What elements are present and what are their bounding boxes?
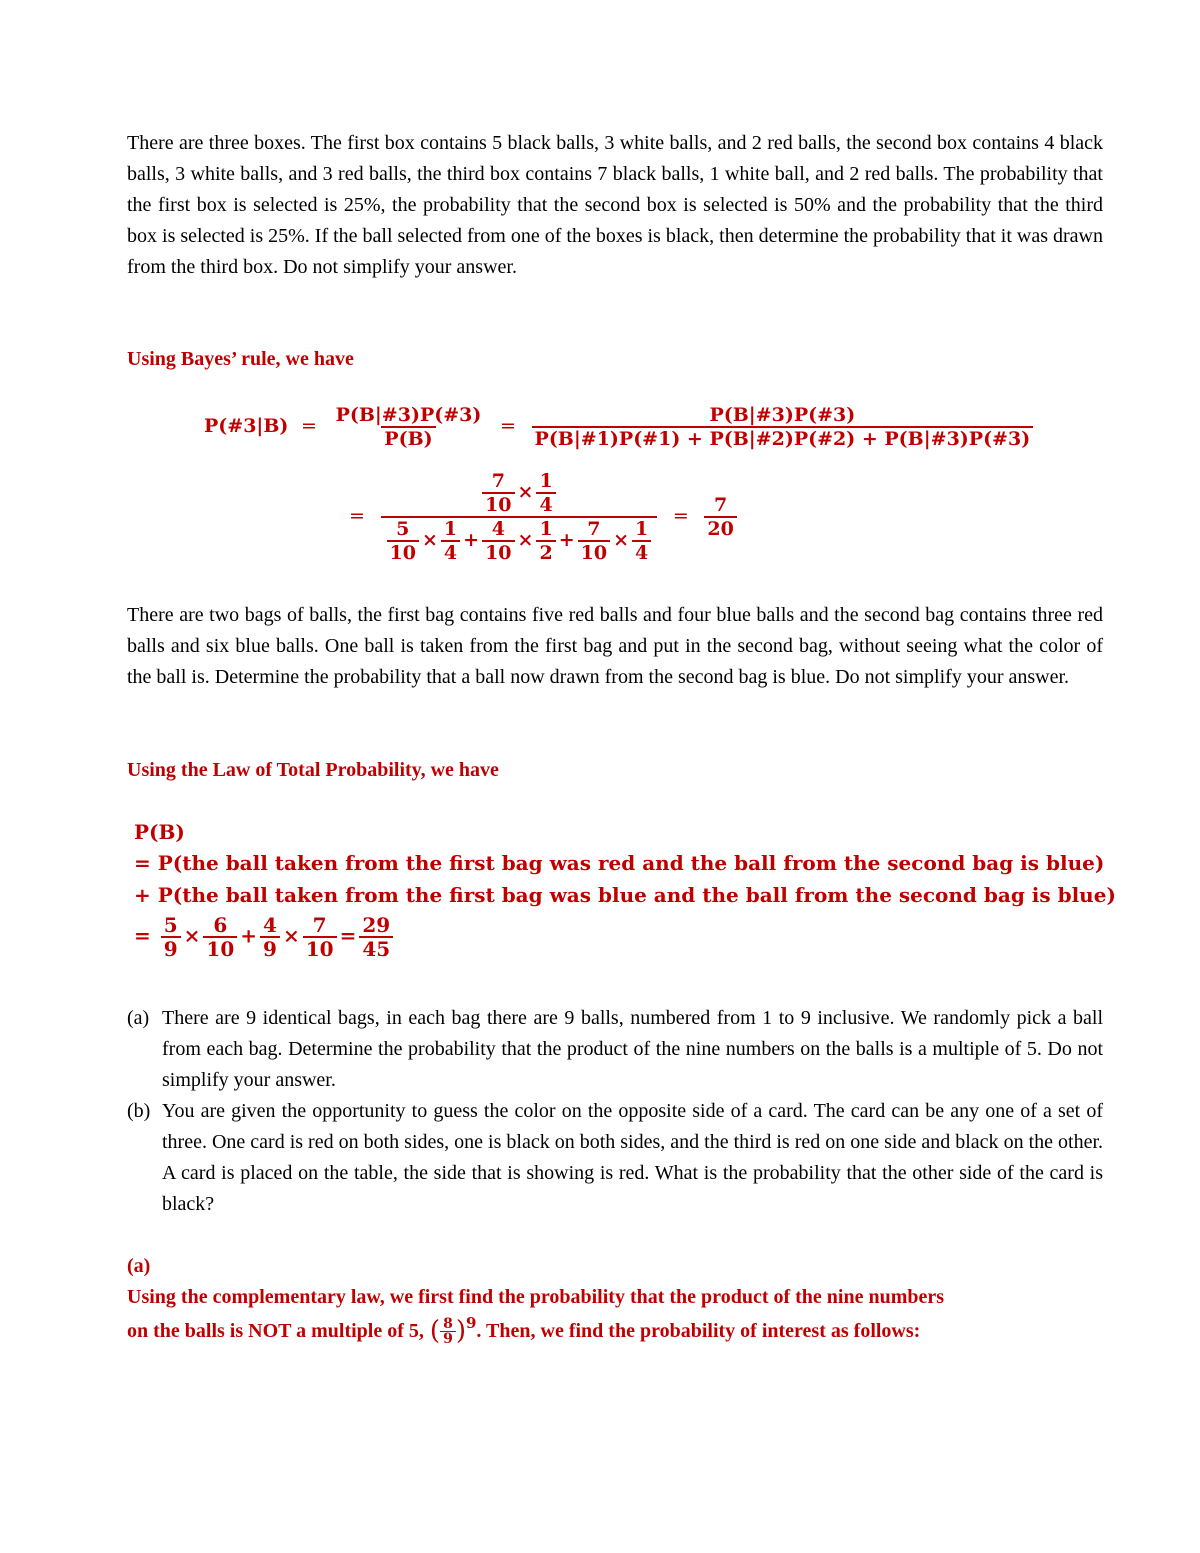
total-prob-line3: = $\frac{5}{9}$ × $\frac{6}{10}$ + $\frac{4}{9}$ × $\frac{7}{10}$ = $\frac{29}{45}$ [134,914,396,960]
problem-1-text: There are three boxes. The first box contains 5 black balls, 3 white balls, and 2 red balls, the second box contains 4 black balls, 3 white balls, and 3 red balls, the third box contains 7 black balls, 1 white ball, and 2 red balls. The probability that the first box is selected is 25%, the probability that the second box is selected is 50% and the probability that the third box is selected is 25%. If the ball selected from one of the boxes is black, then determine the probability that it was drawn from the third box. Do not simplify your answer. [127,132,1103,278]
bayes-fraction-2: $\frac{P(B|\#3)P(\#3)}{P(B|\#1)P(\#1) + P(B|\#2)P(\#2) + P(B|\#3)P(\#3)}$ [532,404,1034,450]
bayes-equation-line2: = $\frac{7}{10}$ × $\frac{1}{4}$ $\frac{5}{10}$ × $\frac{1}{4}$ + $\frac{4}{10}$ × $\frac{1}{2}$ + $\frac{7}{10}$ × $\frac{1}{4}$ = $\frac{7}{20}$ [343,470,740,564]
problem-2-text: There are two bags of balls, the first bag contains five red balls and four blue balls and the second bag contains three red balls and six blue balls. One ball is taken from the first bag and put in the second bag, without seeing what the color of the ball is. Determine the probability that a ball now drawn from the second bag is blue. Do not simplify your answer. [127,604,1103,688]
total-prob-line1: = P(the ball taken from the first bag was red and the ball from the second bag is blue) [134,851,1105,875]
total-prob-line0: P(B) [134,820,185,844]
bayes-equation-line1: P(#3|B) = $\frac{P(B|\#3)P(\#3)}{P(B)}$ = $\frac{P(B|\#3)P(\#3)}{P(B|\#1)P(\#1) + P(B|\#2)P(\#2) + P(B|\#3)P(\#3)}$ [204,404,1036,450]
bayes-result: $\frac{7}{20}$ [704,494,736,540]
bayes-fraction-1: $\frac{P(B|\#3)P(\#3)}{P(B)}$ [335,404,482,450]
bayes-lhs: P(#3|B) [204,415,289,437]
eight-ninths-power: ( $\frac{8}{9}$ ) $^9$ [429,1314,477,1347]
total-prob-line2: + P(the ball taken from the first bag was blue and the ball from the second bag is blue) [134,883,1116,907]
problem-3-list [127,1003,1103,1220]
solution-3-line2: on the balls is NOT a multiple of 5, ( $\frac{8}{9}$ ) $^9$ . Then, we find the probability of interest as follows: [127,1314,921,1347]
bayes-heading: Using Bayes’ rule, we have [127,348,354,370]
solution-3-label: (a) [127,1255,151,1277]
bayes-big-fraction: $\frac{7}{10}$ × $\frac{1}{4}$ $\frac{5}{10}$ × $\frac{1}{4}$ + $\frac{4}{10}$ × $\frac{1}{2}$ + $\frac{7}{10}$ × $\frac{1}{4}$ [381,470,658,564]
solution-3-line1: Using the complementary law, we first find the probability that the product of the nine numbers [127,1286,945,1308]
list-item: (a) There are 9 identical bags, in each bag there are 9 balls, numbered from 1 to 9 inclusive. We randomly pick a ball from each bag. Determine the probability that the product of the nine numbers on the balls is a multiple of 5. Do not simplify your answer. [127,1007,1103,1091]
list-item: (b) You are given the opportunity to guess the color on the opposite side of a card. The card can be any one of a set of three. One card is red on both sides, one is black on both sides, and the third is red on one side and black on the other. A card is placed on the table, the side that is showing is red. What is the probability that the other side of the card is black? [127,1100,1103,1215]
total-probability-heading: Using the Law of Total Probability, we have [127,759,499,781]
total-prob-result: $\frac{29}{45}$ [359,914,393,960]
